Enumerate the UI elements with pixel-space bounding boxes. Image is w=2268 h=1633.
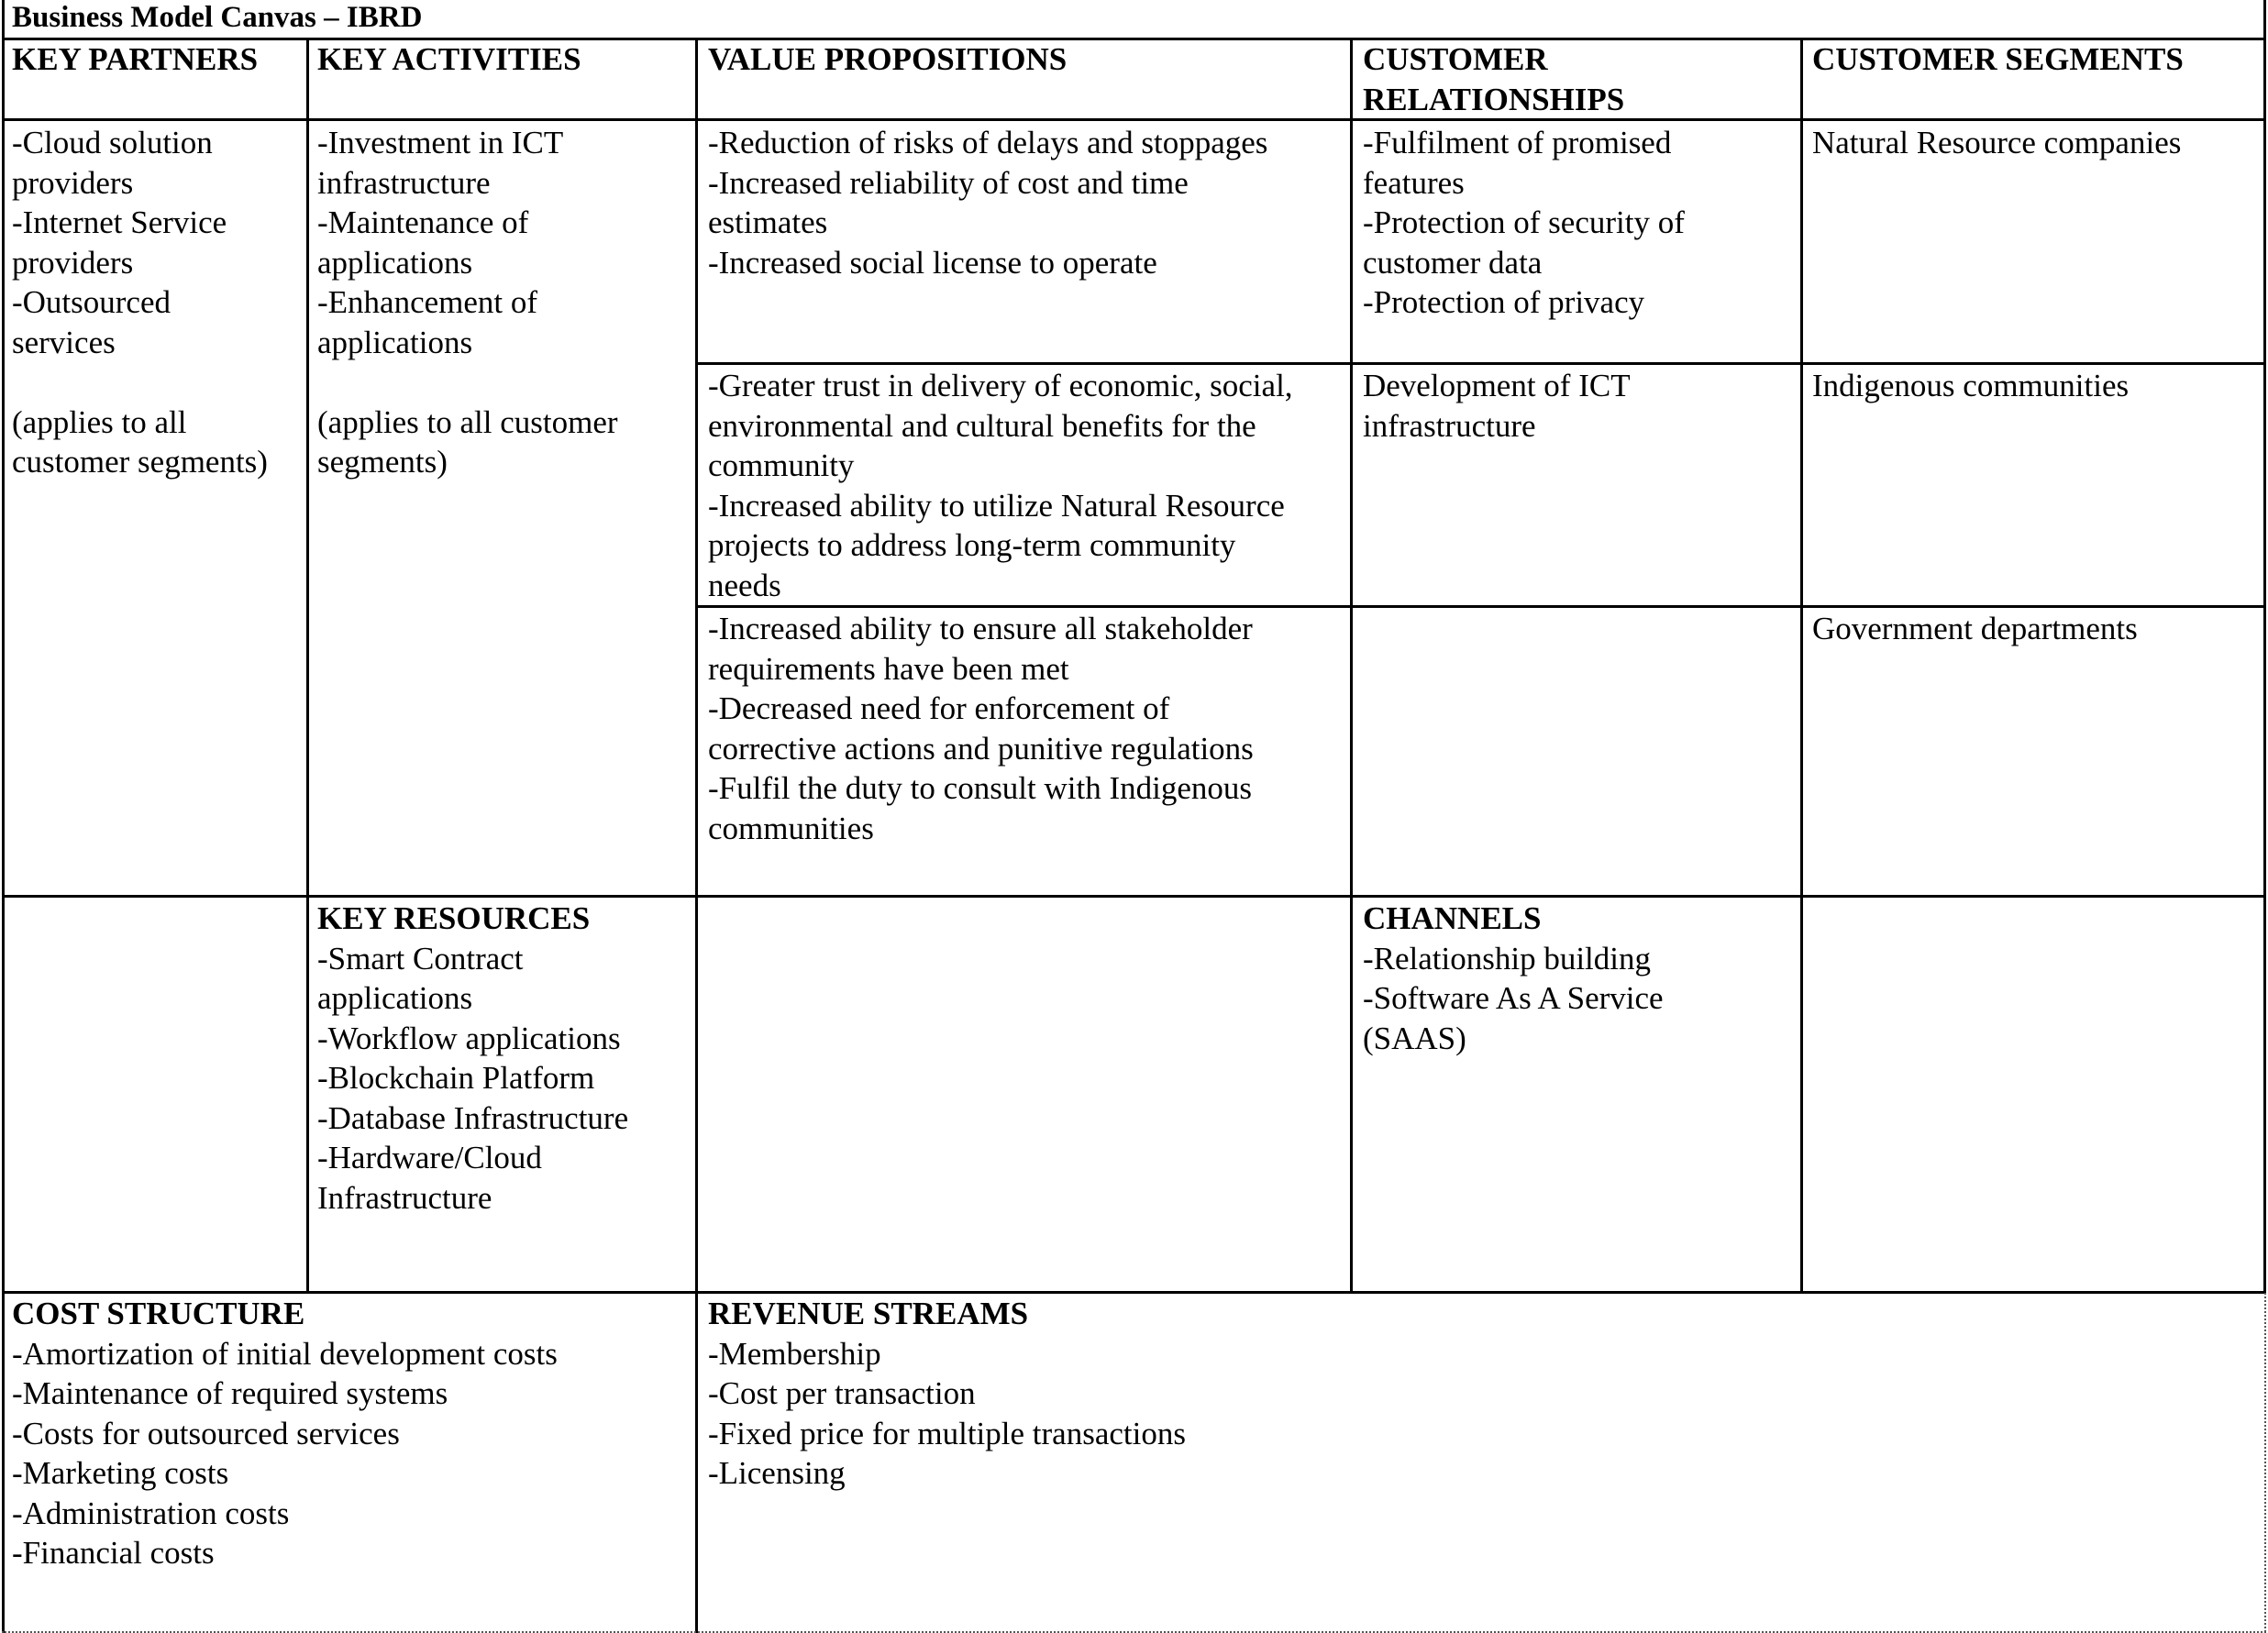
key-resource-line: -Smart Contract <box>317 940 524 976</box>
cost-structure-heading: COST STRUCTURE <box>12 1296 305 1331</box>
value-proposition-line: needs <box>708 567 781 603</box>
grid-line <box>697 362 2266 365</box>
customer-relationship-line: -Fulfilment of promised <box>1363 125 1672 160</box>
customer-segment-natural-resource: Natural Resource companies <box>1812 125 2182 160</box>
value-proposition-line: -Decreased need for enforcement of <box>708 690 1170 726</box>
key-activity-line: applications <box>317 324 473 360</box>
key-activities-cell <box>317 123 618 482</box>
page-title: Business Model Canvas – IBRD <box>12 1 423 34</box>
value-proposition-line: -Reduction of risks of delays and stoppages <box>708 125 1268 160</box>
value-proposition-line: projects to address long-term community <box>708 527 1236 563</box>
key-resource-line: -Database Infrastructure <box>317 1099 629 1136</box>
cost-line: -Maintenance of required systems <box>12 1375 448 1411</box>
cost-line: -Amortization of initial development costs <box>12 1335 558 1372</box>
customer-segment-indigenous: Indigenous communities <box>1812 368 2130 403</box>
grid-line <box>2 118 2266 121</box>
cost-line: -Marketing costs <box>12 1455 229 1491</box>
grid-line <box>697 605 2266 608</box>
key-partner-line: -Outsourced <box>12 284 171 320</box>
header-value-propositions: VALUE PROPOSITIONS <box>708 41 1068 77</box>
header-customer-segments: CUSTOMER SEGMENTS <box>1812 41 2184 77</box>
grid-line <box>2 895 2266 898</box>
customer-relationship-line: -Protection of security of <box>1363 204 1685 240</box>
customer-relationship-line: -Protection of privacy <box>1363 284 1645 320</box>
key-activity-line: -Maintenance of <box>317 204 529 240</box>
grid-line <box>2263 0 2266 1293</box>
customer-segment-government: Government departments <box>1812 611 2138 646</box>
value-proposition-line: -Increased reliability of cost and time <box>708 164 1189 201</box>
key-resource-line: applications <box>317 980 473 1016</box>
key-activity-line: infrastructure <box>317 164 491 201</box>
key-activity-line: -Enhancement of <box>317 284 538 320</box>
key-activity-note: segments) <box>317 444 448 480</box>
key-partner-line: services <box>12 324 116 360</box>
revenue-line: -Membership <box>708 1335 881 1372</box>
grid-line <box>1350 38 1353 1293</box>
value-proposition-line: estimates <box>708 204 828 240</box>
customer-relationship-line: infrastructure <box>1363 407 1536 444</box>
grid-line <box>306 38 309 1293</box>
value-proposition-line: communities <box>708 810 874 846</box>
key-partner-note: (applies to all <box>12 403 187 440</box>
key-resource-line: Infrastructure <box>317 1179 492 1216</box>
key-activity-line: applications <box>317 244 473 281</box>
header-customer-relationships <box>1363 39 1624 119</box>
channels-heading: CHANNELS <box>1363 900 1542 936</box>
header-key-activities: KEY ACTIVITIES <box>317 41 581 77</box>
revenue-line: -Cost per transaction <box>708 1375 976 1411</box>
customer-relationship-line: customer data <box>1363 244 1543 281</box>
channels-cell <box>1363 899 1664 1058</box>
value-proposition-line: -Increased ability to utilize Natural Resource <box>708 487 1285 524</box>
grid-line <box>695 38 698 1633</box>
customer-relationship-line: features <box>1363 164 1465 201</box>
customer-relationships-natural-resource <box>1363 123 1685 323</box>
key-partner-line: -Cloud solution <box>12 125 213 160</box>
value-proposition-line: requirements have been met <box>708 650 1069 687</box>
value-proposition-line: community <box>708 447 855 483</box>
header-line: CUSTOMER <box>1363 41 1548 77</box>
key-resources-heading: KEY RESOURCES <box>317 900 591 936</box>
revenue-line: -Fixed price for multiple transactions <box>708 1415 1186 1451</box>
cost-line: -Costs for outsourced services <box>12 1415 400 1451</box>
value-propositions-indigenous <box>708 366 1293 605</box>
key-partner-note: customer segments) <box>12 444 268 480</box>
grid-line <box>2 0 5 1633</box>
value-proposition-line: -Increased ability to ensure all stakeholder <box>708 611 1253 646</box>
key-resource-line: -Workflow applications <box>317 1020 621 1056</box>
value-proposition-line: -Greater trust in delivery of economic, social, <box>708 368 1293 403</box>
customer-relationship-line: Development of ICT <box>1363 368 1631 403</box>
cost-line: -Financial costs <box>12 1535 215 1571</box>
header-line: RELATIONSHIPS <box>1363 81 1625 117</box>
cost-line: -Administration costs <box>12 1495 290 1531</box>
key-partner-line: providers <box>12 244 134 281</box>
channel-line: -Relationship building <box>1363 940 1652 976</box>
key-resources-cell <box>317 899 628 1218</box>
value-proposition-line: environmental and cultural benefits for the <box>708 407 1256 444</box>
key-activity-note: (applies to all customer <box>317 403 618 440</box>
dotted-border <box>2264 1293 2266 1632</box>
key-resource-line: -Blockchain Platform <box>317 1060 595 1096</box>
key-partner-line: -Internet Service <box>12 204 227 240</box>
value-proposition-line: corrective actions and punitive regulations <box>708 730 1254 767</box>
cost-structure-cell <box>12 1294 558 1573</box>
channel-line: (SAAS) <box>1363 1020 1466 1056</box>
key-activity-line: -Investment in ICT <box>317 125 564 160</box>
value-proposition-line: -Fulfil the duty to consult with Indigenous <box>708 770 1253 806</box>
revenue-streams-heading: REVENUE STREAMS <box>708 1296 1029 1331</box>
revenue-streams-cell <box>708 1294 1186 1494</box>
header-key-partners: KEY PARTNERS <box>12 41 259 77</box>
revenue-line: -Licensing <box>708 1455 846 1491</box>
key-partners-cell <box>12 123 268 482</box>
value-propositions-government <box>708 609 1254 848</box>
value-propositions-natural-resource <box>708 123 1267 282</box>
customer-relationships-indigenous <box>1363 366 1631 446</box>
key-resource-line: -Hardware/Cloud <box>317 1140 542 1175</box>
key-partner-line: providers <box>12 164 134 201</box>
grid-line <box>1800 38 1803 1293</box>
channel-line: -Software As A Service <box>1363 980 1664 1016</box>
value-proposition-line: -Increased social license to operate <box>708 244 1157 281</box>
